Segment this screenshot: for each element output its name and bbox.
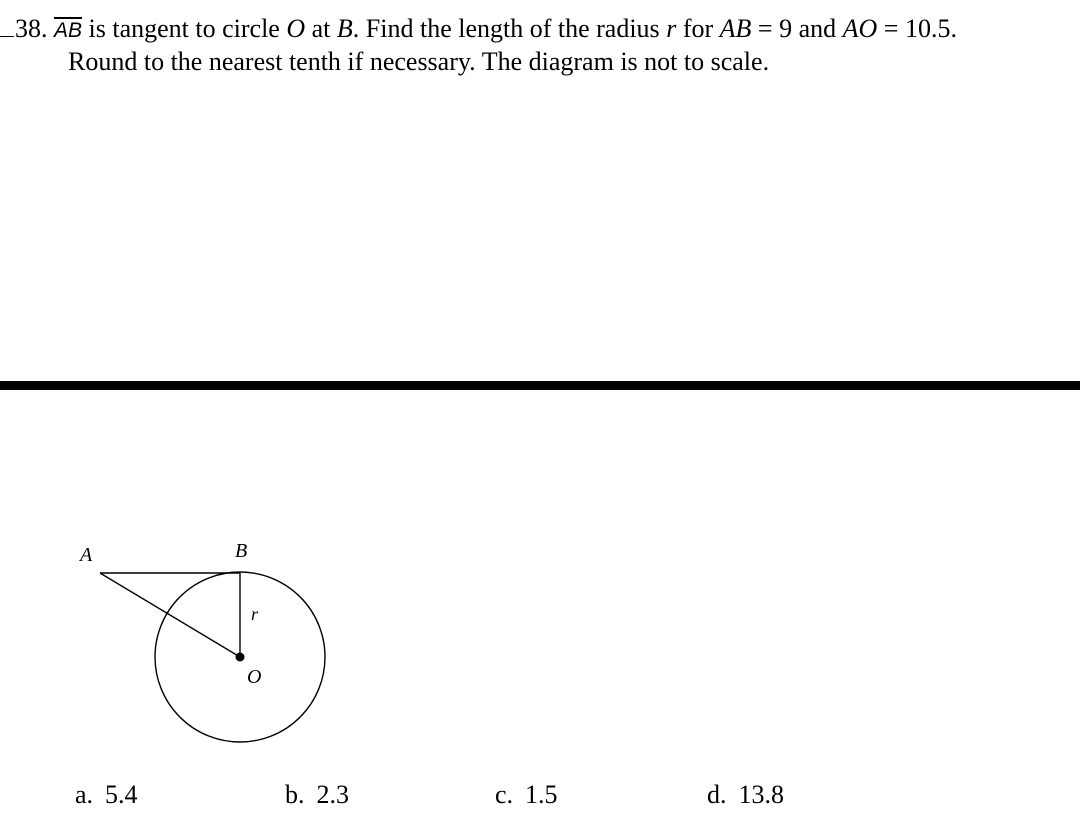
choice-c[interactable] xyxy=(495,780,558,810)
label-o: O xyxy=(247,666,262,688)
tangent-circle-diagram xyxy=(60,530,350,760)
question-line-1 xyxy=(0,12,957,47)
question-fragment-2: at xyxy=(305,14,337,43)
choice-letter: c. xyxy=(495,780,514,809)
choice-d[interactable] xyxy=(707,780,784,810)
question-number: 38. xyxy=(15,14,48,43)
center-point-o xyxy=(236,653,245,662)
choice-a[interactable] xyxy=(75,780,138,810)
choice-b[interactable] xyxy=(285,780,349,810)
section-divider xyxy=(0,381,1080,390)
tangent-point-name: B xyxy=(336,14,353,43)
question-fragment-3: . Find the length of the radius xyxy=(352,14,667,43)
question-fragment-6: = 10.5. xyxy=(877,14,957,43)
question-fragment-1: is tangent to circle xyxy=(82,14,287,43)
choice-value: 1.5 xyxy=(525,780,558,809)
segment-ao xyxy=(100,573,240,657)
label-a: A xyxy=(80,544,93,566)
choice-value: 5.4 xyxy=(105,780,138,809)
question-fragment-4: for xyxy=(676,14,720,43)
choice-letter: a. xyxy=(75,780,94,809)
choice-value: 2.3 xyxy=(316,780,349,809)
choice-value: 13.8 xyxy=(738,780,784,809)
answer-choices xyxy=(0,780,1080,820)
segment-ao-name: AO xyxy=(842,14,878,43)
label-b: B xyxy=(235,540,248,562)
question-line-2: Round to the nearest tenth if necessary. The diagram is not to scale. xyxy=(68,47,770,76)
segment-ab-overline: $\overline{AB}$ xyxy=(54,19,83,42)
label-r: r xyxy=(251,604,259,624)
choice-letter: d. xyxy=(707,780,727,809)
choice-letter: b. xyxy=(285,780,305,809)
segment-ab-name: AB xyxy=(719,14,752,43)
question-fragment-5: = 9 and xyxy=(751,14,843,43)
circle-name: O xyxy=(286,14,306,43)
radius-variable: r xyxy=(666,14,677,43)
answer-blank xyxy=(0,14,14,37)
